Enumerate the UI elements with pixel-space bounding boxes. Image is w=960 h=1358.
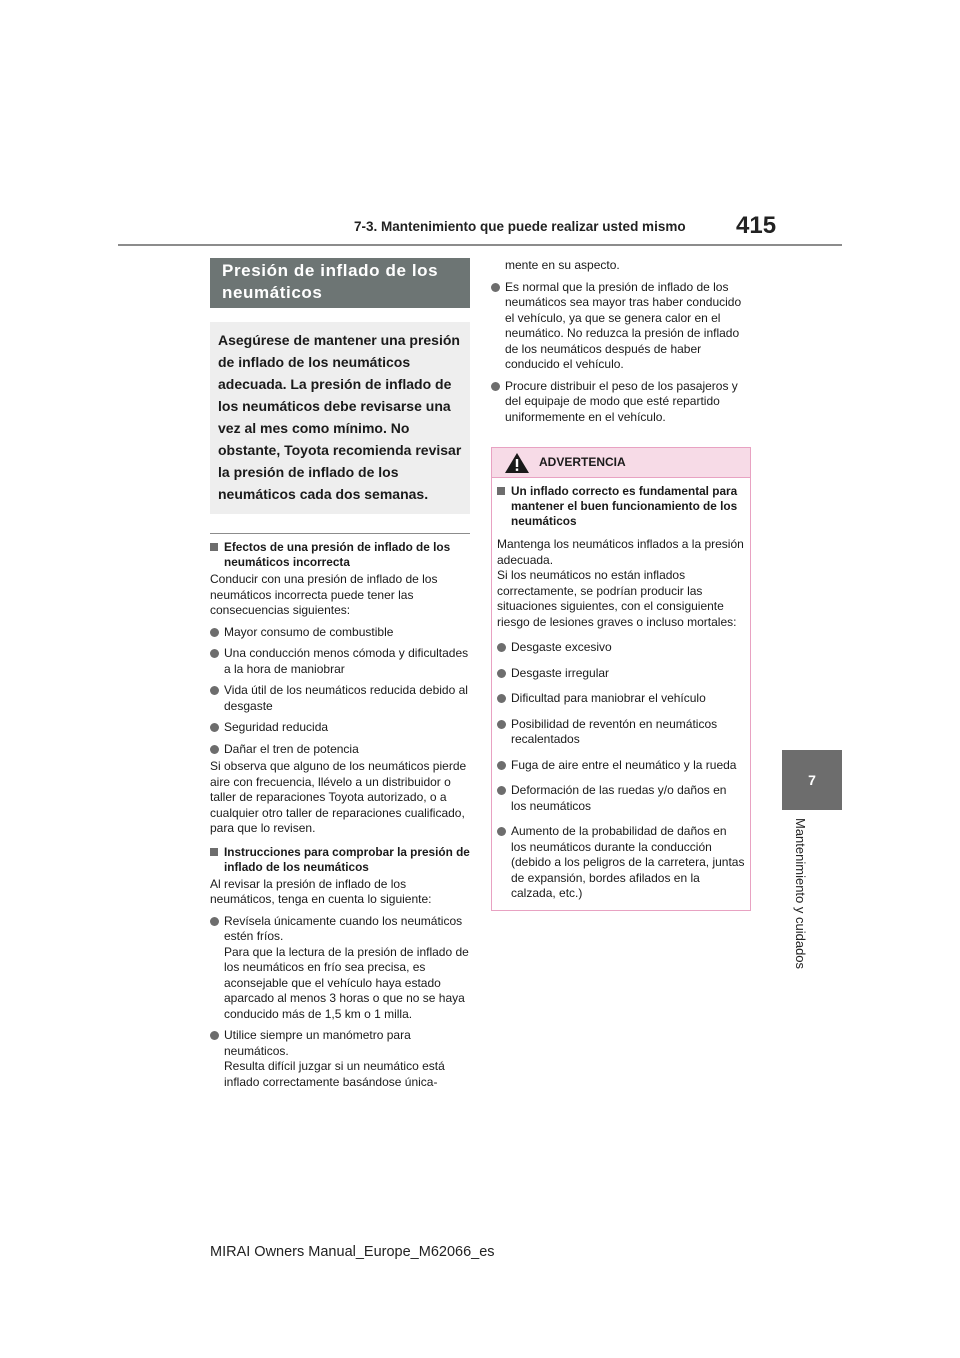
- list-item: Revísela únicamente cuando los neumáticos estén fríos.: [210, 914, 470, 945]
- paragraph: Mantenga los neumáticos inflados a la presión adecuada.: [497, 537, 744, 567]
- bullet-dot-icon: [491, 283, 500, 292]
- bullet-dot-icon: [210, 917, 219, 926]
- warning-body: [492, 478, 750, 910]
- warning-header: [492, 448, 750, 478]
- warning-box: [491, 447, 751, 911]
- list-item-detail: Resulta difícil juzgar si un neumático está inflado correctamente basándose única-: [224, 1059, 445, 1089]
- square-bullet-icon: [210, 543, 218, 551]
- list-item-detail: Para que la lectura de la presión de inflado de los neumáticos en frío sea precisa, es aconsejable que el vehículo haya estado aparcado al menos 3 horas o que no se haya conducido más de 1,5 km o 1 milla.: [224, 944, 469, 1021]
- warning-heading: Un inflado correcto es fundamental para mantener el buen funcionamiento de los neumáticos: [497, 484, 745, 529]
- paragraph: Si observa que alguno de los neumáticos pierde aire con frecuencia, llévelo a un distribuidor o taller de reparaciones Toyota autorizado, o a cualquier otro taller de reparaciones cualificado, para que lo revisen.: [210, 759, 467, 835]
- list-item: Dañar el tren de potencia: [210, 742, 470, 758]
- bullet-dot-icon: [210, 723, 219, 732]
- list-item: Deformación de las ruedas y/o daños en los neumáticos: [497, 783, 745, 814]
- chapter-tab[interactable]: 7: [782, 750, 842, 810]
- bullet-dot-icon: [497, 827, 506, 836]
- summary-text: Asegúrese de mantener una presión de inflado de los neumáticos adecuada. La presión de inflado de los neumáticos debe revisarse una vez al mes como mínimo. No obstante, Toyota recomienda revisar la presión de inflado de los neumáticos cada dos semanas.: [218, 332, 462, 502]
- list-item: Dificultad para maniobrar el vehículo: [497, 691, 745, 707]
- bullet-dot-icon: [210, 1031, 219, 1040]
- chapter-title: Mantenimiento y cuidados: [793, 818, 808, 970]
- left-column: [210, 258, 470, 1090]
- list-item: Utilice siempre un manómetro para neumáticos.: [210, 1028, 470, 1059]
- list-item: Aumento de la probabilidad de daños en los neumáticos durante la conducción (debido a los peligros de la carretera, juntas de expansión, bordes afilados en la calzada, etc.): [497, 824, 745, 902]
- list-item: Una conducción menos cómoda y dificultades a la hora de maniobrar: [210, 646, 470, 677]
- paragraph: Al revisar la presión de inflado de los neumáticos, tenga en cuenta lo siguiente:: [210, 876, 432, 906]
- bullet-dot-icon: [210, 745, 219, 754]
- list-item: Seguridad reducida: [210, 720, 470, 736]
- footer-text: MIRAI Owners Manual_Europe_M62066_es: [210, 1244, 495, 1260]
- bullet-dot-icon: [210, 628, 219, 637]
- list-item: Procure distribuir el peso de los pasajeros y del equipaje de modo que esté repartido uniformemente en el vehículo.: [491, 379, 751, 426]
- bullet-dot-icon: [497, 761, 506, 770]
- warning-triangle-icon: [504, 452, 530, 474]
- summary-divider: [210, 533, 470, 534]
- list-item: Mayor consumo de combustible: [210, 625, 470, 641]
- list-item-continuation: mente en su aspecto.: [505, 258, 620, 272]
- bullet-dot-icon: [497, 669, 506, 678]
- list-item: Vida útil de los neumáticos reducida debido al desgaste: [210, 683, 470, 714]
- subsection-heading: Instrucciones para comprobar la presión de inflado de los neumáticos: [210, 845, 470, 875]
- paragraph: Si los neumáticos no están inflados correctamente, se podrían producir las situaciones siguientes, con el consiguiente riesgo de lesiones graves o incluso mortales:: [497, 568, 737, 629]
- section-header: 7-3. Mantenimiento que puede realizar usted mismo: [354, 219, 686, 234]
- list-item: Desgaste excesivo: [497, 640, 745, 656]
- header-divider: [118, 244, 842, 246]
- page-number: 415: [736, 212, 777, 239]
- list-item: Fuga de aire entre el neumático y la rueda: [497, 758, 745, 774]
- right-column: [491, 258, 751, 911]
- warning-title: ADVERTENCIA: [539, 455, 626, 469]
- list-item: Posibilidad de reventón en neumáticos recalentados: [497, 717, 745, 748]
- list-item: Es normal que la presión de inflado de los neumáticos sea mayor tras haber conducido el vehículo, ya que se genera calor en el neumático. No reduzca la presión de inflado de los neumáticos después de haber conducido el vehículo.: [491, 280, 751, 373]
- square-bullet-icon: [497, 487, 505, 495]
- bullet-dot-icon: [210, 649, 219, 658]
- paragraph: Conducir con una presión de inflado de los neumáticos incorrecta puede tener las consecuencias siguientes:: [210, 572, 438, 617]
- bullet-dot-icon: [491, 382, 500, 391]
- bullet-dot-icon: [497, 786, 506, 795]
- section-title: Presión de inflado de los neumáticos: [210, 258, 470, 308]
- bullet-dot-icon: [497, 694, 506, 703]
- summary-box: [210, 322, 470, 514]
- bullet-dot-icon: [497, 643, 506, 652]
- list-item: Desgaste irregular: [497, 666, 745, 682]
- bullet-dot-icon: [497, 720, 506, 729]
- bullet-dot-icon: [210, 686, 219, 695]
- square-bullet-icon: [210, 848, 218, 856]
- subsection-heading: Efectos de una presión de inflado de los neumáticos incorrecta: [210, 540, 470, 570]
